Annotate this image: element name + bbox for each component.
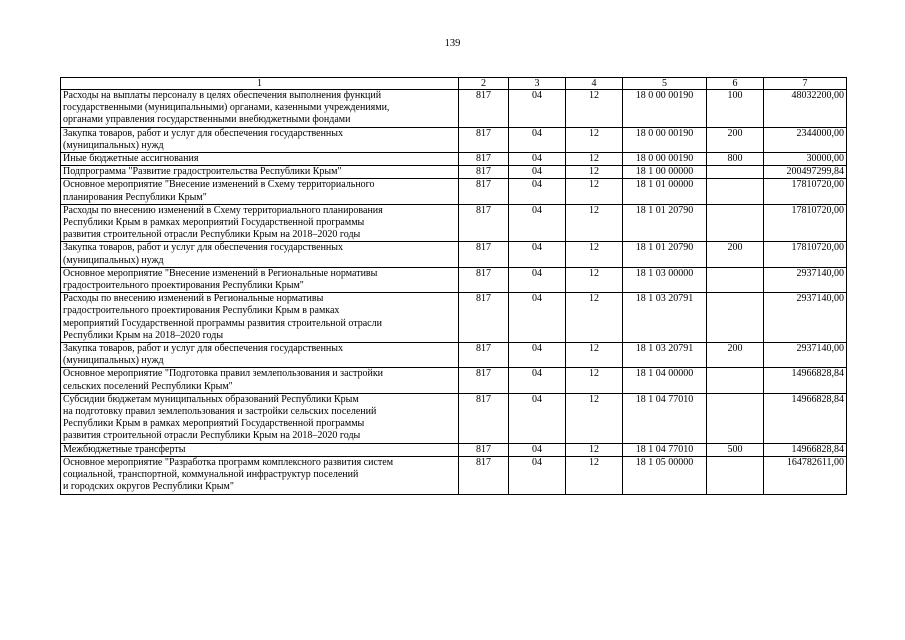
item-name (61, 293, 459, 343)
section-code: 04 (509, 343, 566, 368)
column-header-7: 7 (764, 78, 847, 90)
item-name-line: градостроительного проектирования Республики Крым" (63, 280, 304, 292)
item-name-line: социальной, транспортной, коммунальной инфраструктур поселений (63, 469, 359, 481)
target-article-code: 18 1 01 20790 (623, 204, 707, 242)
target-article-code: 18 1 03 00000 (623, 267, 707, 292)
table-row (61, 153, 847, 166)
expense-type-code (707, 166, 764, 179)
section-code: 04 (509, 179, 566, 204)
expense-type-code (707, 393, 764, 443)
item-name-line: Расходы на выплаты персоналу в целях обеспечения выполнения функций (63, 90, 382, 101)
target-article-code: 18 1 04 77010 (623, 393, 707, 443)
expense-type-code: 200 (707, 127, 764, 152)
page-number: 139 (444, 38, 461, 49)
amount-value: 17810720,00 (764, 179, 847, 204)
ministry-code: 817 (459, 368, 509, 393)
expense-type-code (707, 204, 764, 242)
item-name (61, 456, 459, 494)
item-name-line: Основное мероприятие "Разработка программ комплексного развития систем (63, 456, 394, 468)
expense-type-code (707, 368, 764, 393)
item-name-line: мероприятий Государственной программы развития строительной отрасли (63, 317, 382, 329)
amount-value: 2937140,00 (764, 267, 847, 292)
ministry-code: 817 (459, 267, 509, 292)
ministry-code: 817 (459, 343, 509, 368)
item-name-line: (муниципальных) нужд (63, 254, 164, 266)
subsection-code: 12 (566, 166, 623, 179)
amount-value: 14966828,84 (764, 393, 847, 443)
subsection-code: 12 (566, 293, 623, 343)
subsection-code: 12 (566, 368, 623, 393)
target-article-code: 18 0 00 00190 (623, 153, 707, 166)
column-header-6: 6 (707, 78, 764, 90)
expense-type-code: 200 (707, 343, 764, 368)
item-name-line: органами управления государственными внебюджетными фондами (63, 114, 351, 126)
amount-value: 17810720,00 (764, 204, 847, 242)
item-name-line: развития строительной отрасли Республики Крым на 2018–2020 годы (63, 430, 361, 442)
ministry-code: 817 (459, 204, 509, 242)
section-code: 04 (509, 127, 566, 152)
item-name (61, 166, 459, 179)
ministry-code: 817 (459, 293, 509, 343)
ministry-code: 817 (459, 393, 509, 443)
subsection-code: 12 (566, 179, 623, 204)
item-name-line: Подпрограмма "Развитие градостроительства Республики Крым" (63, 166, 342, 178)
target-article-code: 18 1 04 77010 (623, 443, 707, 456)
item-name-line: Расходы по внесению изменений в Региональные нормативы (63, 293, 324, 305)
table-row (61, 127, 847, 152)
target-article-code: 18 0 00 00190 (623, 90, 707, 128)
amount-value: 14966828,84 (764, 368, 847, 393)
table-row (61, 368, 847, 393)
budget-table (60, 77, 847, 495)
subsection-code: 12 (566, 90, 623, 128)
subsection-code: 12 (566, 456, 623, 494)
item-name (61, 443, 459, 456)
item-name (61, 90, 459, 128)
target-article-code: 18 0 00 00190 (623, 127, 707, 152)
item-name-line: градостроительного проектирования Республики Крым в рамках (63, 305, 340, 317)
target-article-code: 18 1 03 20791 (623, 343, 707, 368)
item-name (61, 242, 459, 267)
section-code: 04 (509, 267, 566, 292)
item-name-line: государственными (муниципальными) органами, казенными учреждениями, (63, 102, 390, 114)
target-article-code: 18 1 05 00000 (623, 456, 707, 494)
table-row (61, 293, 847, 343)
item-name (61, 368, 459, 393)
expense-type-code (707, 267, 764, 292)
subsection-code: 12 (566, 153, 623, 166)
column-header-4: 4 (566, 78, 623, 90)
target-article-code: 18 1 00 00000 (623, 166, 707, 179)
amount-value: 48032200,00 (764, 90, 847, 128)
section-code: 04 (509, 443, 566, 456)
item-name (61, 267, 459, 292)
item-name-line: Республики Крым в рамках мероприятий Государственной программы (63, 217, 365, 229)
table-row (61, 343, 847, 368)
table-row (61, 90, 847, 128)
subsection-code: 12 (566, 267, 623, 292)
target-article-code: 18 1 04 00000 (623, 368, 707, 393)
subsection-code: 12 (566, 204, 623, 242)
table-row (61, 393, 847, 443)
target-article-code: 18 1 01 20790 (623, 242, 707, 267)
ministry-code: 817 (459, 179, 509, 204)
amount-value: 14966828,84 (764, 443, 847, 456)
expense-type-code (707, 179, 764, 204)
item-name-line: Закупка товаров, работ и услуг для обеспечения государственных (63, 343, 344, 355)
item-name-line: сельских поселений Республики Крым" (63, 380, 233, 392)
item-name-line: Закупка товаров, работ и услуг для обеспечения государственных (63, 242, 344, 254)
item-name-line: Субсидии бюджетам муниципальных образований Республики Крым (63, 393, 359, 405)
expense-type-code (707, 293, 764, 343)
item-name-line: Основное мероприятие "Внесение изменений в Схему территориального (63, 179, 375, 191)
section-code: 04 (509, 153, 566, 166)
item-name-line: на подготовку правил землепользования и застройки сельских поселений (63, 406, 377, 418)
expense-type-code: 100 (707, 90, 764, 128)
table-row (61, 443, 847, 456)
column-header-5: 5 (623, 78, 707, 90)
ministry-code: 817 (459, 127, 509, 152)
table-row (61, 204, 847, 242)
item-name-line: Межбюджетные трансферты (63, 443, 186, 455)
amount-value: 2937140,00 (764, 293, 847, 343)
subsection-code: 12 (566, 443, 623, 456)
column-number-row (61, 78, 847, 90)
expense-type-code: 800 (707, 153, 764, 166)
item-name-line: (муниципальных) нужд (63, 139, 164, 151)
column-header-3: 3 (509, 78, 566, 90)
table-row (61, 166, 847, 179)
ministry-code: 817 (459, 443, 509, 456)
section-code: 04 (509, 204, 566, 242)
item-name (61, 179, 459, 204)
subsection-code: 12 (566, 127, 623, 152)
expense-type-code: 200 (707, 242, 764, 267)
table-row (61, 179, 847, 204)
table-row (61, 456, 847, 494)
item-name-line: Иные бюджетные ассигнования (63, 153, 199, 165)
item-name (61, 204, 459, 242)
target-article-code: 18 1 01 00000 (623, 179, 707, 204)
section-code: 04 (509, 293, 566, 343)
item-name (61, 153, 459, 166)
ministry-code: 817 (459, 153, 509, 166)
amount-value: 17810720,00 (764, 242, 847, 267)
expense-type-code (707, 456, 764, 494)
ministry-code: 817 (459, 166, 509, 179)
section-code: 04 (509, 166, 566, 179)
item-name-line: Основное мероприятие "Подготовка правил землепользования и застройки (63, 368, 384, 380)
item-name-line: (муниципальных) нужд (63, 355, 164, 367)
section-code: 04 (509, 242, 566, 267)
item-name-line: развития строительной отрасли Республики Крым на 2018–2020 годы (63, 229, 361, 241)
item-name (61, 127, 459, 152)
item-name-line: Основное мероприятие "Внесение изменений в Региональные нормативы (63, 267, 378, 279)
item-name-line: планирования Республики Крым" (63, 191, 207, 203)
subsection-code: 12 (566, 393, 623, 443)
table-row (61, 242, 847, 267)
item-name (61, 393, 459, 443)
section-code: 04 (509, 90, 566, 128)
budget-table-body (61, 90, 847, 495)
amount-value: 2937140,00 (764, 343, 847, 368)
section-code: 04 (509, 393, 566, 443)
section-code: 04 (509, 456, 566, 494)
target-article-code: 18 1 03 20791 (623, 293, 707, 343)
ministry-code: 817 (459, 242, 509, 267)
item-name-line: и городских округов Республики Крым" (63, 481, 234, 493)
item-name-line: Республики Крым в рамках мероприятий Государственной программы (63, 418, 365, 430)
amount-value: 200497299,84 (764, 166, 847, 179)
item-name-line: Республики Крым на 2018–2020 годы (63, 329, 224, 341)
ministry-code: 817 (459, 456, 509, 494)
column-header-2: 2 (459, 78, 509, 90)
subsection-code: 12 (566, 242, 623, 267)
amount-value: 164782611,00 (764, 456, 847, 494)
ministry-code: 817 (459, 90, 509, 128)
item-name-line: Закупка товаров, работ и услуг для обеспечения государственных (63, 127, 344, 139)
item-name (61, 343, 459, 368)
section-code: 04 (509, 368, 566, 393)
amount-value: 2344000,00 (764, 127, 847, 152)
expense-type-code: 500 (707, 443, 764, 456)
subsection-code: 12 (566, 343, 623, 368)
table-row (61, 267, 847, 292)
item-name-line: Расходы по внесению изменений в Схему территориального планирования (63, 204, 383, 216)
column-header-1: 1 (61, 78, 459, 90)
amount-value: 30000,00 (764, 153, 847, 166)
